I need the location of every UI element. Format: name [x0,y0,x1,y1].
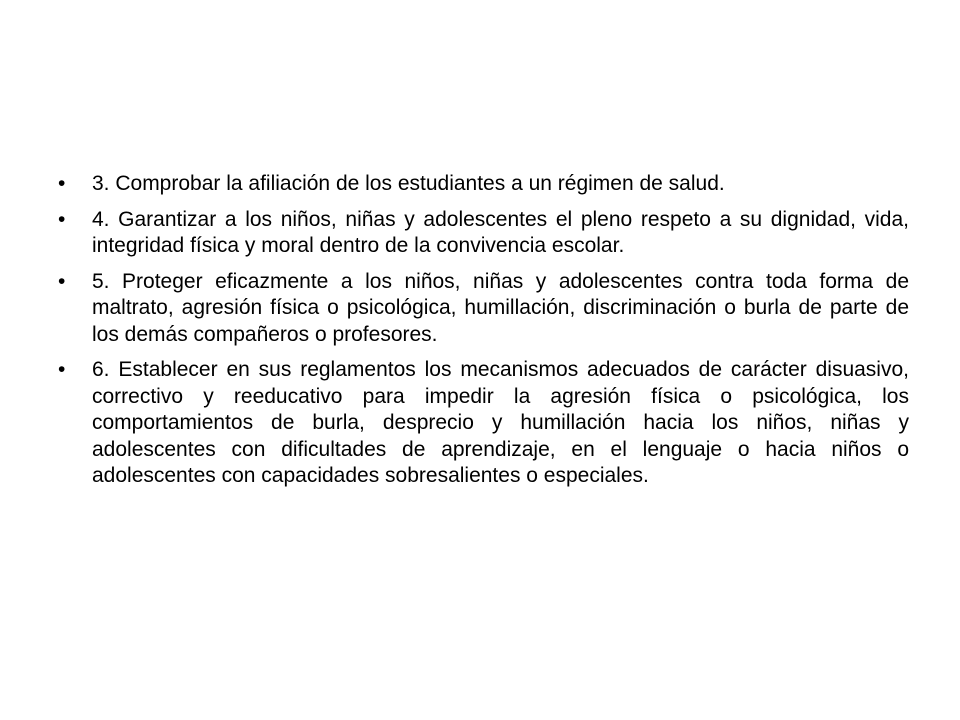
bullet-icon: • [58,358,66,381]
list-item [56,207,909,260]
slide-body [56,171,909,499]
bullet-icon: • [58,269,66,293]
list-item-text: 4. Garantizar a los niños, niñas y adolescentes el pleno respeto a su dignidad, vida, integridad física y moral dentro de la convivencia escolar. [92,207,909,257]
list-item-text: 3. Comprobar la afiliación de los estudiantes a un régimen de salud. [92,172,725,195]
list-item-text: 6. Establecer en sus reglamentos los mecanismos adecuados de carácter disuasivo, correctivo y reeducativo para impedir la agresión física o psicológica, los comportamientos de burla, desprecio y humillación hacia los niños, niñas y adolescentes con dificultades de aprendizaje, en el lenguaje o hacia niños o adolescentes con capacidades sobresalientes o especiales. [92,358,909,487]
list-item-text: 5. Proteger eficazmente a los niños, niñas y adolescentes contra toda forma de maltrato, agresión física o psicológica, humillación, discriminación o burla de parte de los demás compañeros o profesores. [92,269,909,346]
list-item [56,171,909,198]
list-item [56,357,909,490]
bullet-icon: • [58,172,66,195]
bullet-icon: • [58,207,66,231]
list-item [56,269,909,349]
bullet-list [56,171,909,490]
